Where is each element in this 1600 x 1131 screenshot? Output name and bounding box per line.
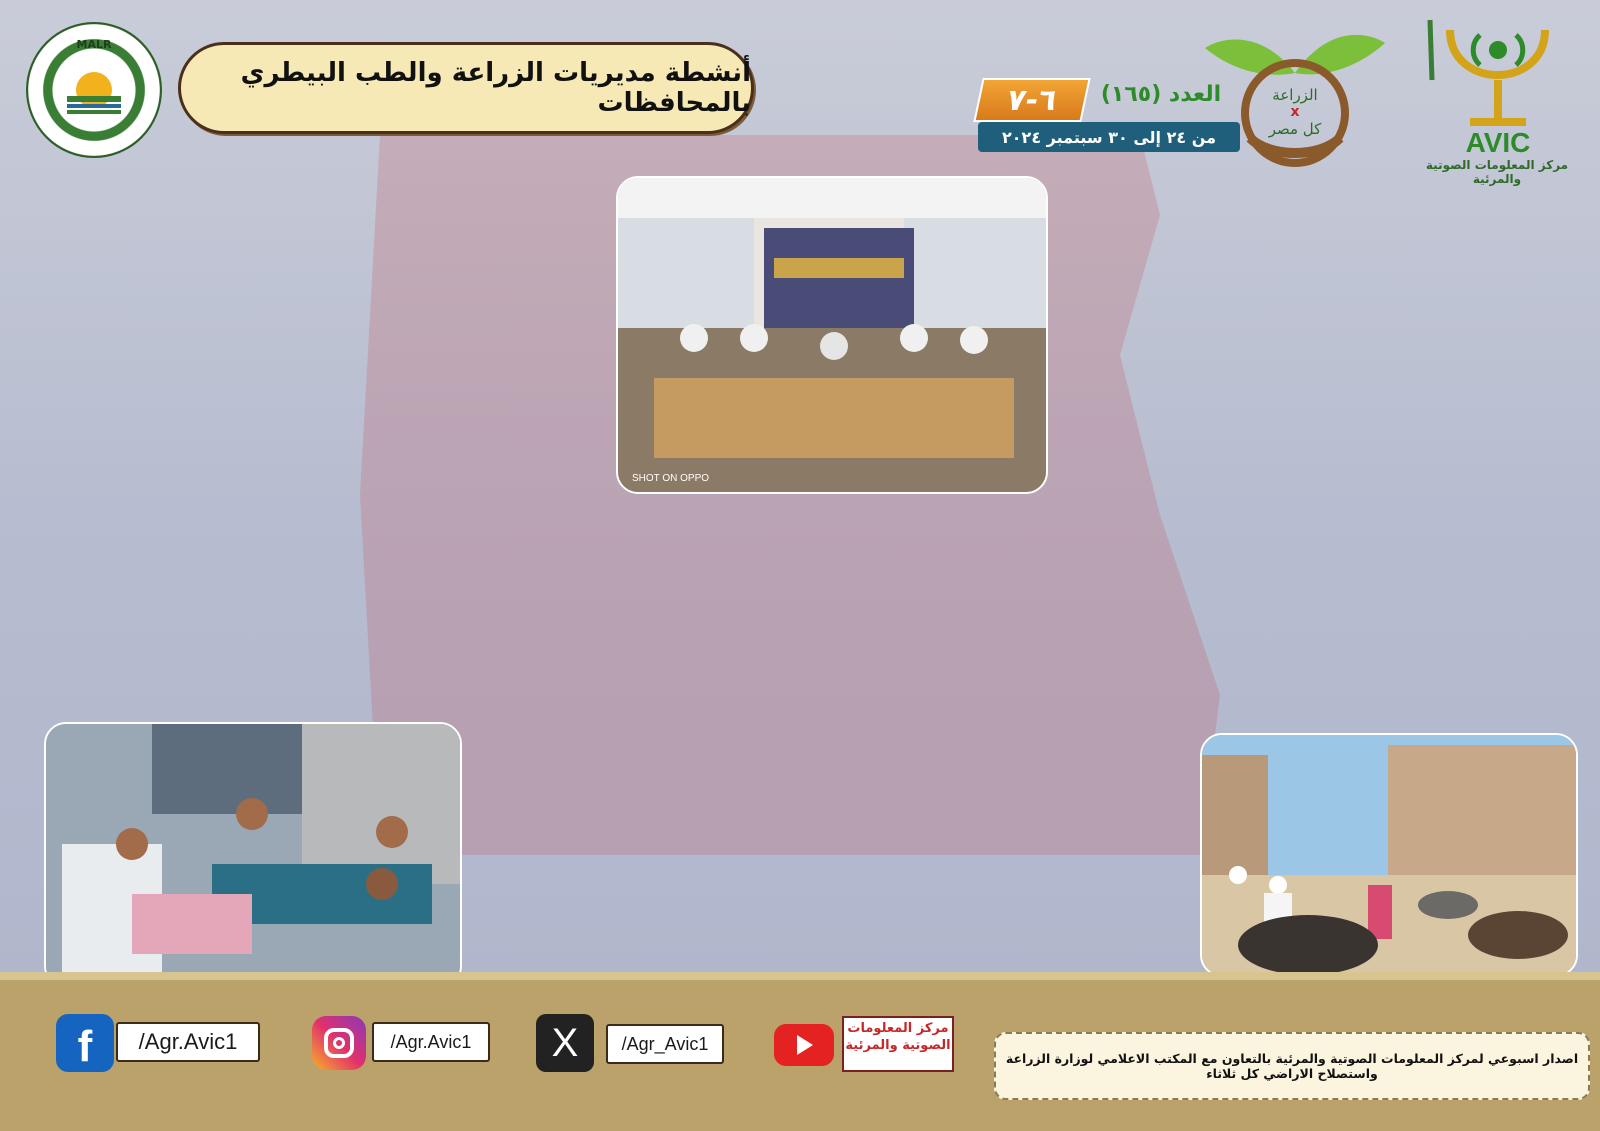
photo-watermark: SHOT ON OPPO <box>632 473 710 484</box>
sun-fields-icon <box>59 60 129 120</box>
zira-line-2: x <box>1290 104 1300 120</box>
facebook-handle: /Agr.Avic1 <box>116 1022 260 1062</box>
page-title: أنشطة مديريات الزراعة والطب البيطري بالمحافظات <box>178 42 754 134</box>
youtube-label: مركز المعلومات الصوتية والمرئية <box>842 1016 954 1072</box>
office-photo <box>44 722 462 988</box>
agriculture-all-egypt-logo <box>1200 18 1390 168</box>
x-handle: /Agr_Avic1 <box>606 1024 724 1064</box>
facebook-icon: f <box>56 1014 114 1072</box>
issue-number: العدد (١٦٥) <box>1100 82 1222 107</box>
avic-name: AVIC <box>1465 127 1531 158</box>
veterinary-caravan-photo <box>1200 733 1578 977</box>
instagram-link[interactable] <box>292 1008 492 1078</box>
issue-date: من ٢٤ إلى ٣٠ سبتمبر ٢٠٢٤ <box>978 122 1240 152</box>
youtube-link[interactable] <box>762 1008 958 1082</box>
avic-logo <box>1410 10 1585 180</box>
facebook-link[interactable] <box>36 1008 262 1078</box>
avic-caption: مركز المعلومات الصوتية والمرئية <box>1425 158 1569 186</box>
zira-line-3: كل مصر <box>1268 120 1322 138</box>
youtube-icon <box>774 1024 834 1066</box>
instagram-icon <box>312 1016 366 1070</box>
ministry-logo-text: MALR <box>76 38 112 51</box>
x-link[interactable] <box>532 1008 728 1078</box>
x-icon: X <box>536 1014 594 1072</box>
meeting-photo <box>616 176 1048 494</box>
zira-line-1: الزراعة <box>1272 86 1318 104</box>
ministry-logo <box>26 22 162 158</box>
instagram-handle: /Agr.Avic1 <box>372 1022 490 1062</box>
footer-note: اصدار اسبوعي لمركز المعلومات الصوتية والمرئية بالتعاون مع المكتب الاعلامي لوزارة الزراعة واستصلاح الاراضي كل ثلاثاء <box>994 1032 1590 1100</box>
issue-range-badge: ٦-٧ <box>973 78 1090 122</box>
footer-stripe <box>0 972 1600 980</box>
